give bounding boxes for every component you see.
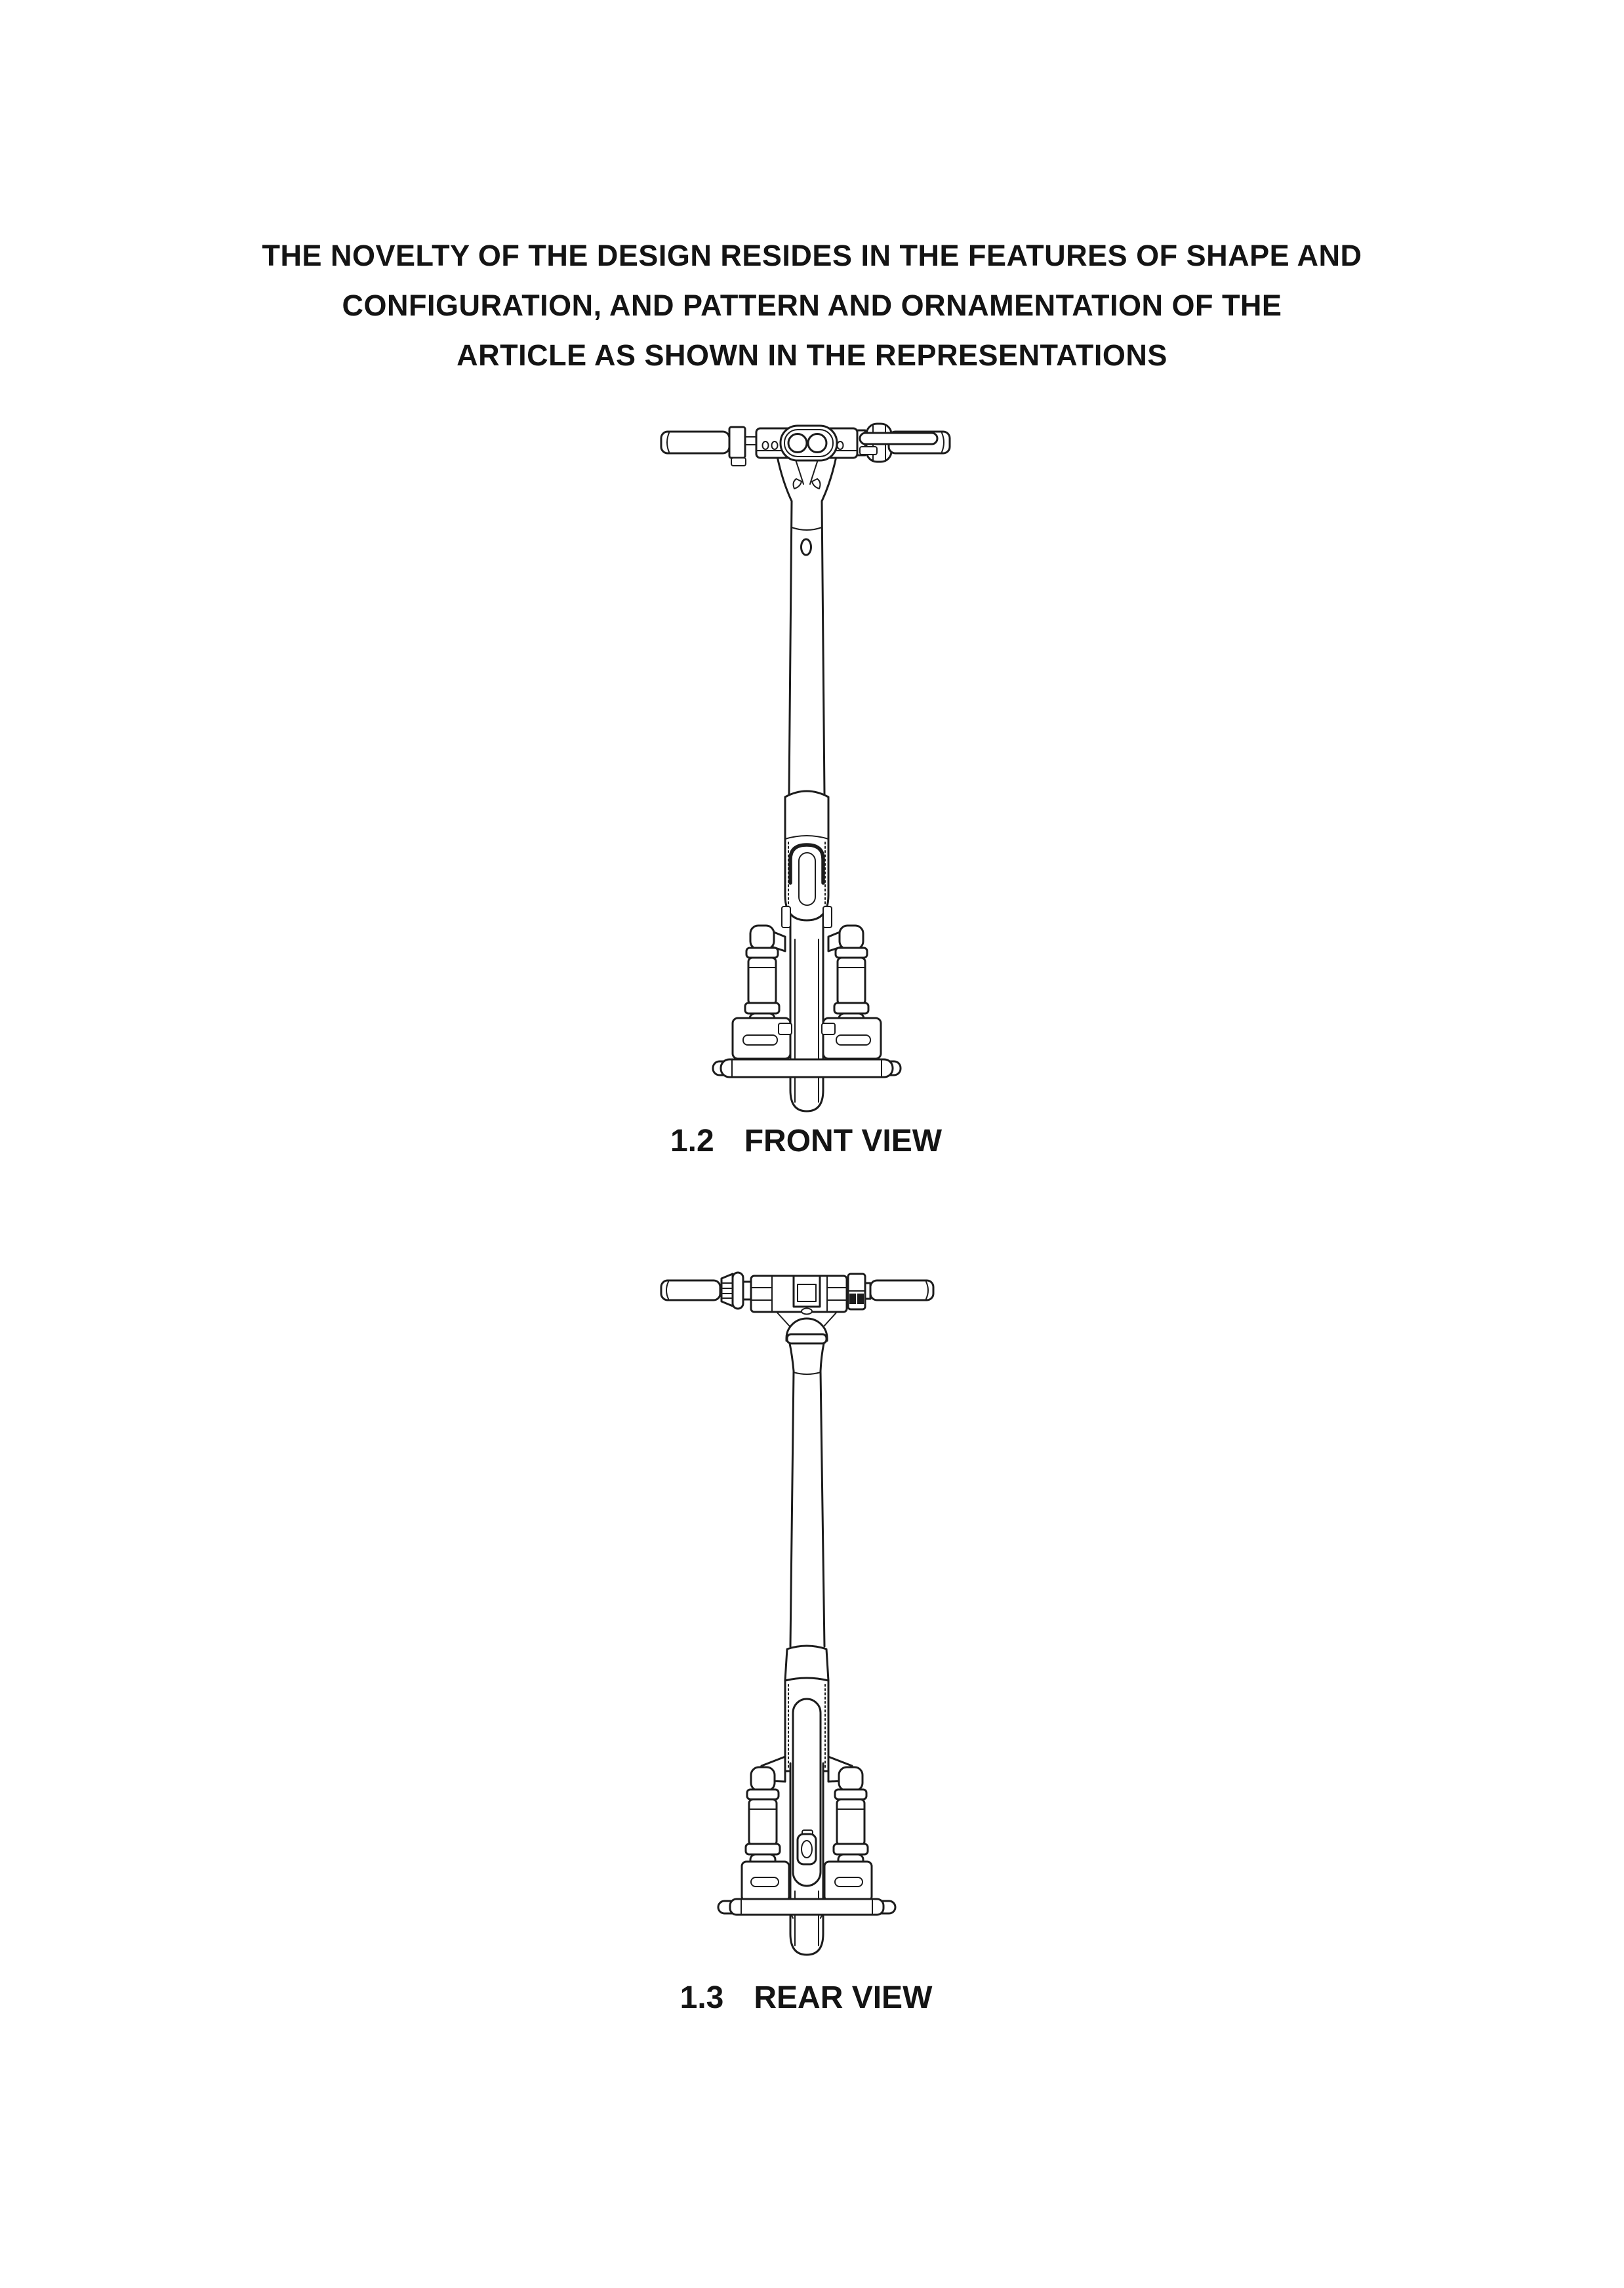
front-stem <box>789 501 824 794</box>
front-fender <box>782 791 832 928</box>
front-handlebar <box>661 424 950 466</box>
figure-label: FRONT VIEW <box>744 1124 943 1158</box>
rear-handlebar <box>661 1273 933 1343</box>
figure-number: 1.2 <box>670 1124 714 1158</box>
front-neck <box>777 457 836 501</box>
novelty-statement <box>0 231 1624 380</box>
figure-caption-rear-view <box>655 1980 957 2016</box>
scooter-rear-view-drawing <box>655 1271 957 1980</box>
figure-number: 1.3 <box>680 1980 724 2015</box>
figure-label: REAR VIEW <box>754 1980 933 2015</box>
novelty-statement-line-3: ARTICLE AS SHOWN IN THE REPRESENTATIONS <box>457 338 1167 372</box>
rear-fender <box>793 1699 821 1886</box>
novelty-statement-line-1: THE NOVELTY OF THE DESIGN RESIDES IN THE FEATURES OF SHAPE AND <box>262 239 1362 272</box>
rear-stem <box>785 1343 828 1681</box>
scooter-front-view-drawing <box>655 415 957 1120</box>
novelty-statement-line-2: CONFIGURATION, AND PATTERN AND ORNAMENTATION OF THE <box>342 289 1282 322</box>
figure-caption-front-view <box>655 1123 957 1159</box>
